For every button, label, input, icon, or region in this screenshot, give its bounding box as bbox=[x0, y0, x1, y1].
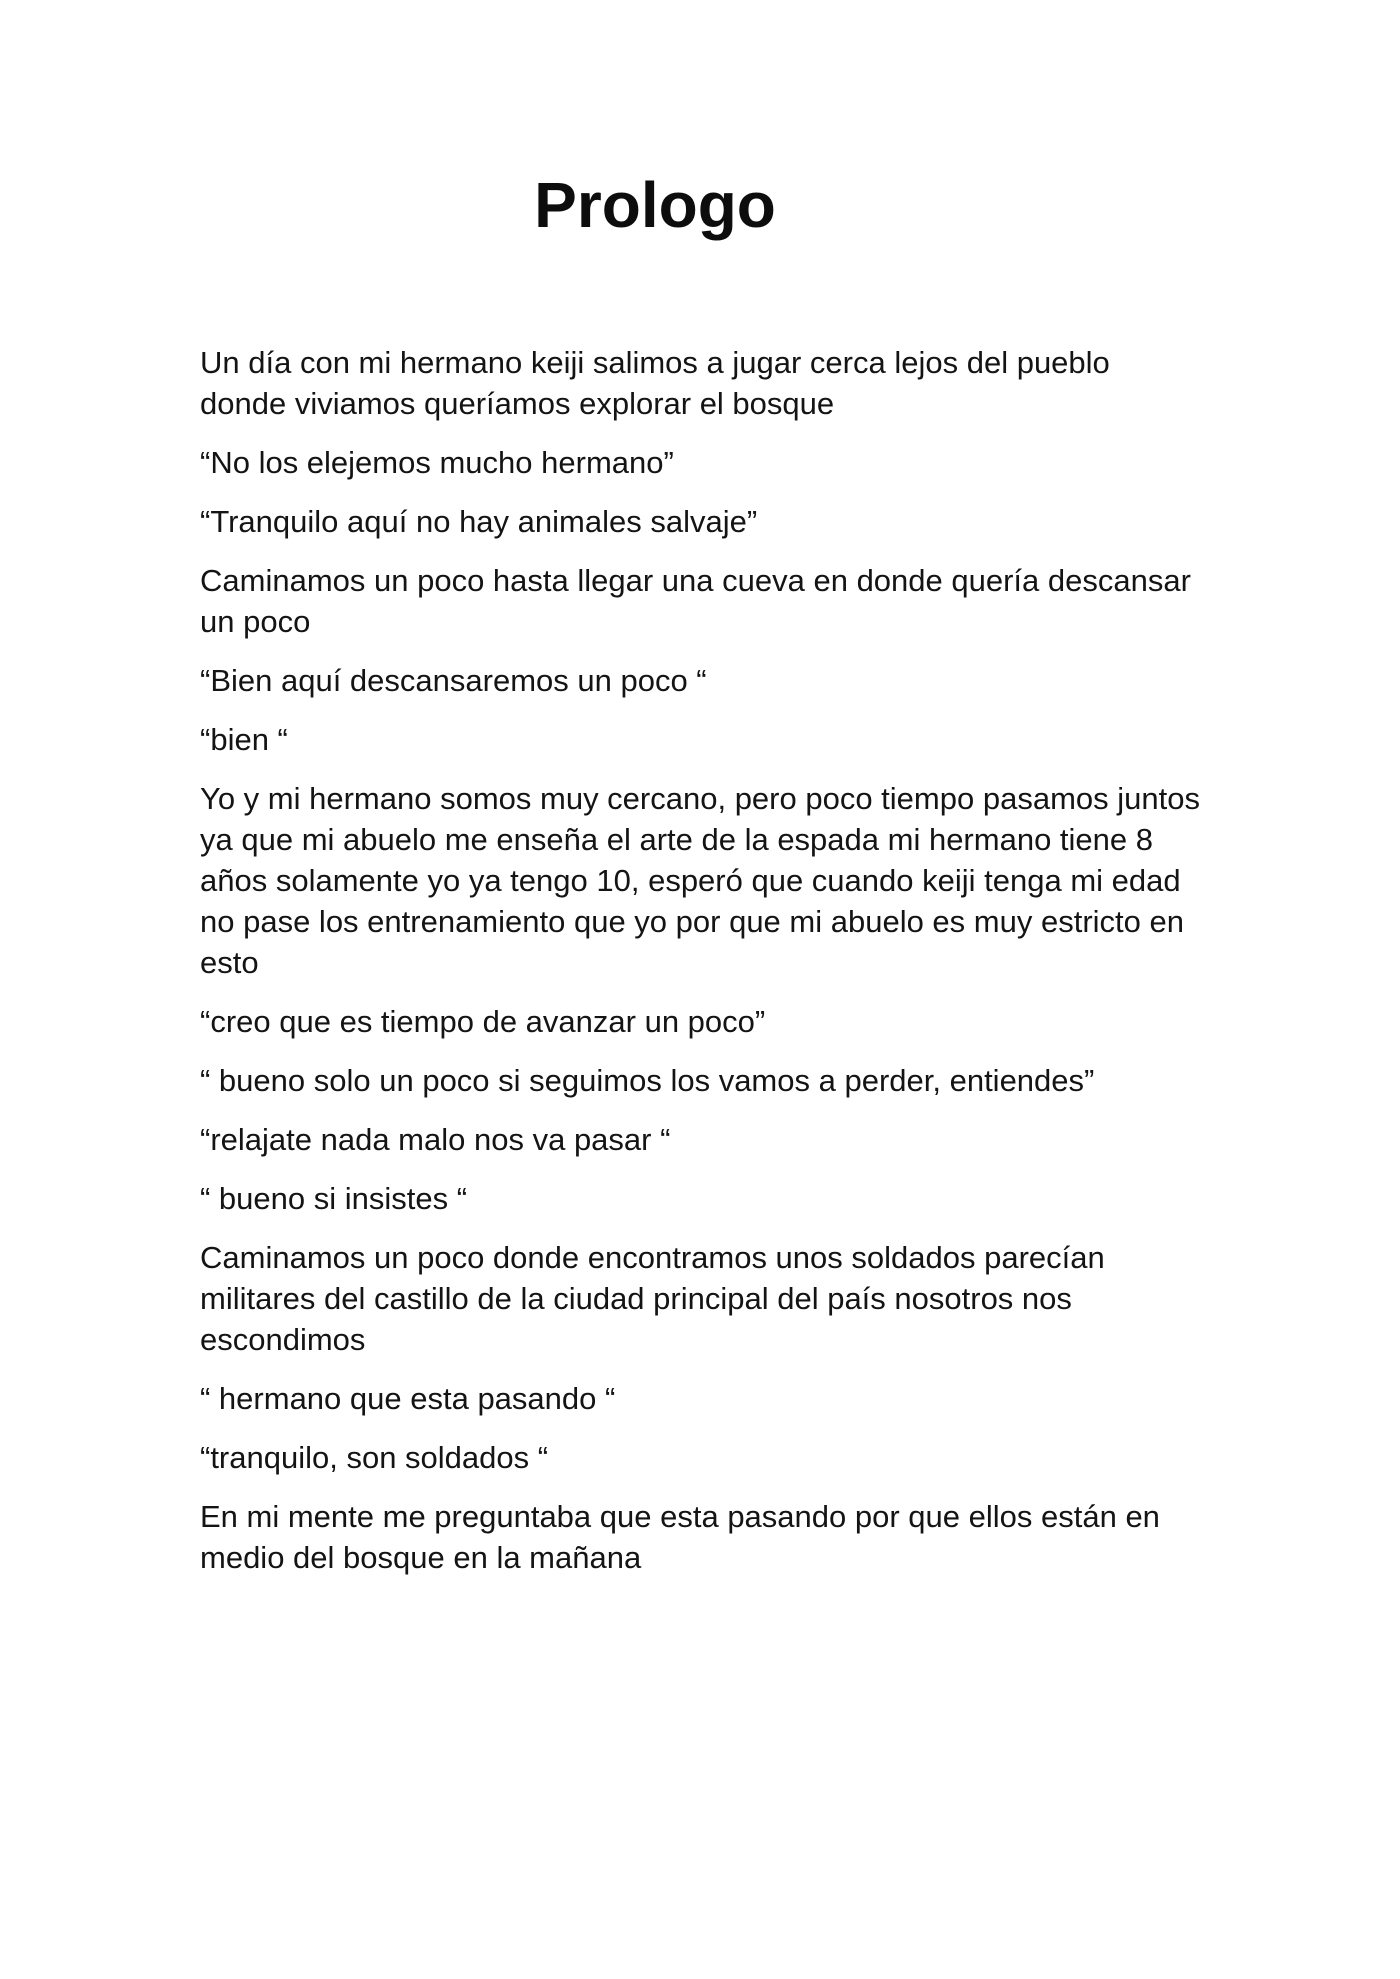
paragraph: “tranquilo, son soldados “ bbox=[200, 1440, 549, 1475]
paragraph: “Tranquilo aquí no hay animales salvaje” bbox=[200, 504, 758, 539]
paragraph: “ hermano que esta pasando “ bbox=[200, 1381, 616, 1416]
paragraph: Caminamos un poco donde encontramos unos soldados parecían militares del castillo de la ciudad principal del país nosotros nos escondimos bbox=[200, 1240, 1105, 1357]
paragraph: “Bien aquí descansaremos un poco “ bbox=[200, 663, 707, 698]
page-title: Prologo bbox=[534, 169, 776, 241]
paragraph: Caminamos un poco hasta llegar una cueva en donde quería descansar un poco bbox=[200, 563, 1191, 639]
paragraph: “creo que es tiempo de avanzar un poco” bbox=[200, 1004, 766, 1039]
paragraph: “No los elejemos mucho hermano” bbox=[200, 445, 674, 480]
paragraph: “ bueno solo un poco si seguimos los vamos a perder, entiendes” bbox=[200, 1063, 1095, 1098]
document-body bbox=[200, 342, 1200, 1596]
paragraph: “ bueno si insistes “ bbox=[200, 1181, 468, 1216]
paragraph: Un día con mi hermano keiji salimos a jugar cerca lejos del pueblo donde viviamos queríamos explorar el bosque bbox=[200, 345, 1110, 421]
paragraph: “relajate nada malo nos va pasar “ bbox=[200, 1122, 671, 1157]
paragraph: En mi mente me preguntaba que esta pasando por que ellos están en medio del bosque en la mañana bbox=[200, 1499, 1160, 1575]
paragraph: Yo y mi hermano somos muy cercano, pero poco tiempo pasamos juntos ya que mi abuelo me enseña el arte de la espada mi hermano tiene 8 años solamente yo ya tengo 10, esperó que cuando keiji tenga mi edad no pase los entrenamiento que yo por que mi abuelo es muy estricto en esto bbox=[200, 781, 1200, 980]
paragraph: “bien “ bbox=[200, 722, 288, 757]
